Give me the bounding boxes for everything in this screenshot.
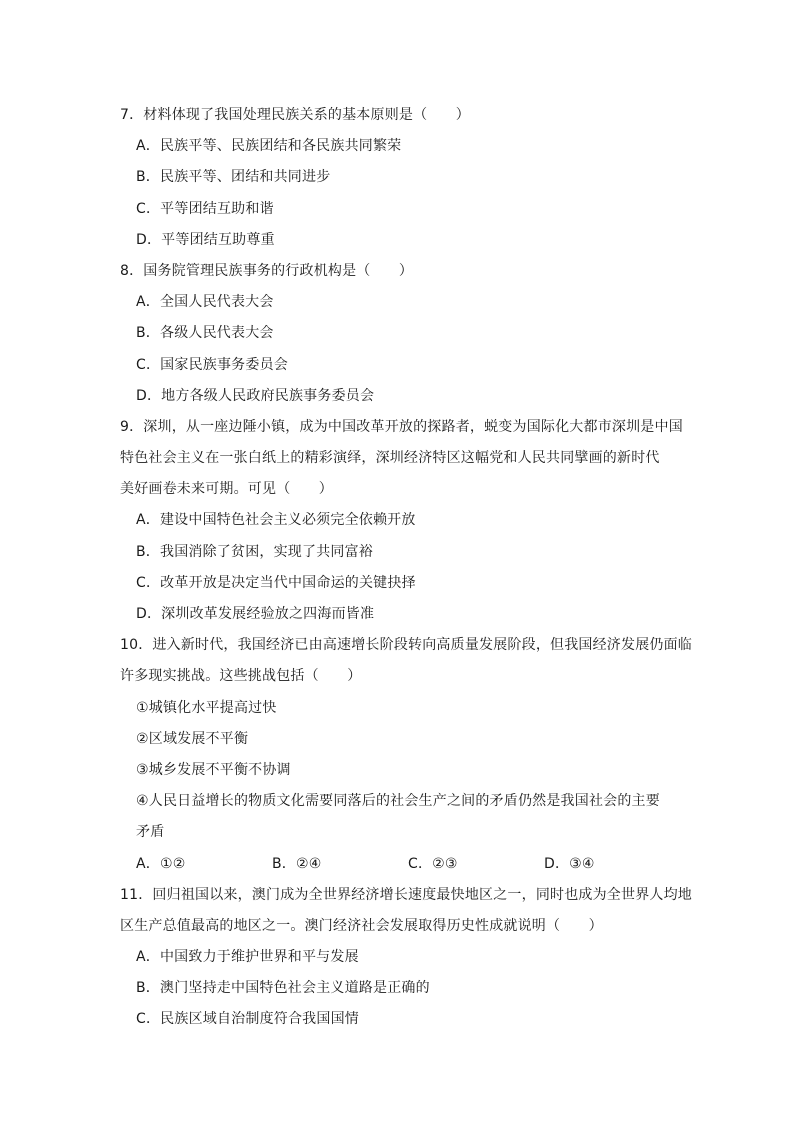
question-10-options xyxy=(120,849,680,880)
question-9-option-b: B．我国消除了贫困，实现了共同富裕 xyxy=(136,543,374,560)
question-10-item-3: ③城乡发展不平衡不协调 xyxy=(136,761,291,778)
question-10-item-4-cont: 矛盾 xyxy=(136,824,165,841)
question-7-option-d: D．平等团结互助尊重 xyxy=(136,231,275,248)
question-7-option-c: C．平等团结互助和谐 xyxy=(136,200,274,217)
question-10-option-b: B．②④ xyxy=(272,855,322,872)
question-11-option-b: B．澳门坚持走中国特色社会主义道路是正确的 xyxy=(136,980,430,997)
question-9-option-a: A．建设中国特色社会主义必须完全依赖开放 xyxy=(136,512,416,529)
question-11-stem-line-2: 区生产总值最高的地区之一。澳门经济社会发展取得历史性成就说明（ ） xyxy=(120,917,603,934)
question-8-option-c: C．国家民族事务委员会 xyxy=(136,356,288,373)
question-7-stem: 7．材料体现了我国处理民族关系的基本原则是（ ） xyxy=(120,107,470,123)
question-10-option-a: A．①② xyxy=(136,855,186,872)
question-9-stem-line-2: 特色社会主义在一张白纸上的精彩演绎，深圳经济特区这幅党和人民共同擘画的新时代 xyxy=(120,450,660,467)
question-11-stem-line-1: 11．回归祖国以来，澳门成为全世界经济增长速度最快地区之一，同时也成为全世界人均地 xyxy=(120,886,693,903)
question-9-stem-line-1: 9．深圳，从一座边陲小镇，成为中国改革开放的探路者，蜕变为国际化大都市深圳是中国 xyxy=(120,418,683,435)
question-8-stem: 8．国务院管理民族事务的行政机构是（ ） xyxy=(120,262,414,279)
question-8-option-d: D．地方各级人民政府民族事务委员会 xyxy=(136,387,375,404)
question-10-item-2: ②区域发展不平衡 xyxy=(136,730,249,747)
question-9-option-c: C．改革开放是决定当代中国命运的关键抉择 xyxy=(136,574,416,591)
question-10-option-c: C．②③ xyxy=(408,855,458,872)
question-8-option-b: B．各级人民代表大会 xyxy=(136,325,274,342)
question-10-stem-line-2: 许多现实挑战。这些挑战包括（ ） xyxy=(120,668,362,685)
question-7-option-a: A．民族平等、民族团结和各民族共同繁荣 xyxy=(136,138,402,155)
question-10-option-d: D．③④ xyxy=(544,855,595,872)
question-10-stem-line-1: 10．进入新时代，我国经济已由高速增长阶段转向高质量发展阶段，但我国经济发展仍面临 xyxy=(120,637,693,654)
question-list xyxy=(120,100,693,1036)
question-9-option-d: D．深圳改革发展经验放之四海而皆准 xyxy=(136,606,375,622)
question-9-stem-line-3: 美好画卷未来可期。可见（ ） xyxy=(120,481,333,498)
question-8-option-a: A．全国人民代表大会 xyxy=(136,294,274,311)
question-7-option-b: B．民族平等、团结和共同进步 xyxy=(136,169,331,186)
question-11-option-a: A．中国致力于维护世界和平与发展 xyxy=(136,949,359,966)
question-10-item-4: ④人民日益增长的物质文化需要同落后的社会生产之间的矛盾仍然是我国社会的主要 xyxy=(136,793,660,810)
question-10-item-1: ①城镇化水平提高过快 xyxy=(136,699,277,716)
question-11-option-c: C．民族区域自治制度符合我国国情 xyxy=(136,1011,359,1028)
